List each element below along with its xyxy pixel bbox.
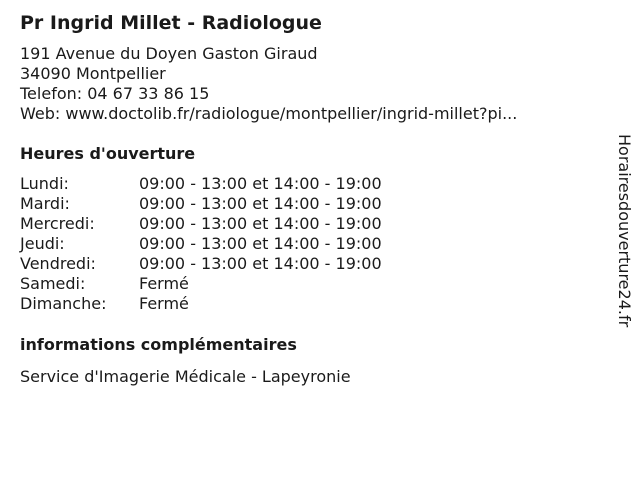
phone-number[interactable]: Telefon: 04 67 33 86 15 xyxy=(20,84,210,103)
info-text: Service d'Imagerie Médicale - Lapeyronie xyxy=(20,367,351,386)
hours-row-jeudi xyxy=(20,234,610,254)
day-label: Samedi: xyxy=(20,274,86,293)
hours-row-samedi xyxy=(20,274,610,294)
day-label: Dimanche: xyxy=(20,294,107,313)
site-watermark: Horairesdouverture24.fr xyxy=(615,134,634,328)
hours-row-mercredi xyxy=(20,214,610,234)
day-hours: 09:00 - 13:00 et 14:00 - 19:00 xyxy=(139,174,382,193)
address-city: 34090 Montpellier xyxy=(20,64,166,83)
day-label: Mercredi: xyxy=(20,214,95,233)
hours-row-mardi xyxy=(20,194,610,214)
day-hours: 09:00 - 13:00 et 14:00 - 19:00 xyxy=(139,194,382,213)
day-hours: Fermé xyxy=(139,294,189,313)
day-label: Mardi: xyxy=(20,194,70,213)
day-label: Vendredi: xyxy=(20,254,96,273)
hours-heading: Heures d'ouverture xyxy=(20,144,196,163)
listing-card xyxy=(20,10,610,387)
day-label: Jeudi: xyxy=(20,234,65,253)
address-street: 191 Avenue du Doyen Gaston Giraud xyxy=(20,44,318,63)
hours-table xyxy=(20,174,610,314)
day-hours: Fermé xyxy=(139,274,189,293)
info-heading: informations complémentaires xyxy=(20,335,297,354)
day-hours: 09:00 - 13:00 et 14:00 - 19:00 xyxy=(139,254,382,273)
day-hours: 09:00 - 13:00 et 14:00 - 19:00 xyxy=(139,214,382,233)
day-label: Lundi: xyxy=(20,174,69,193)
hours-row-vendredi xyxy=(20,254,610,274)
website-link[interactable]: Web: www.doctolib.fr/radiologue/montpellier/ingrid-millet?pi... xyxy=(20,104,518,123)
hours-row-lundi xyxy=(20,174,610,194)
hours-row-dimanche xyxy=(20,294,610,314)
page-title: Pr Ingrid Millet - Radiologue xyxy=(20,12,322,34)
day-hours: 09:00 - 13:00 et 14:00 - 19:00 xyxy=(139,234,382,253)
